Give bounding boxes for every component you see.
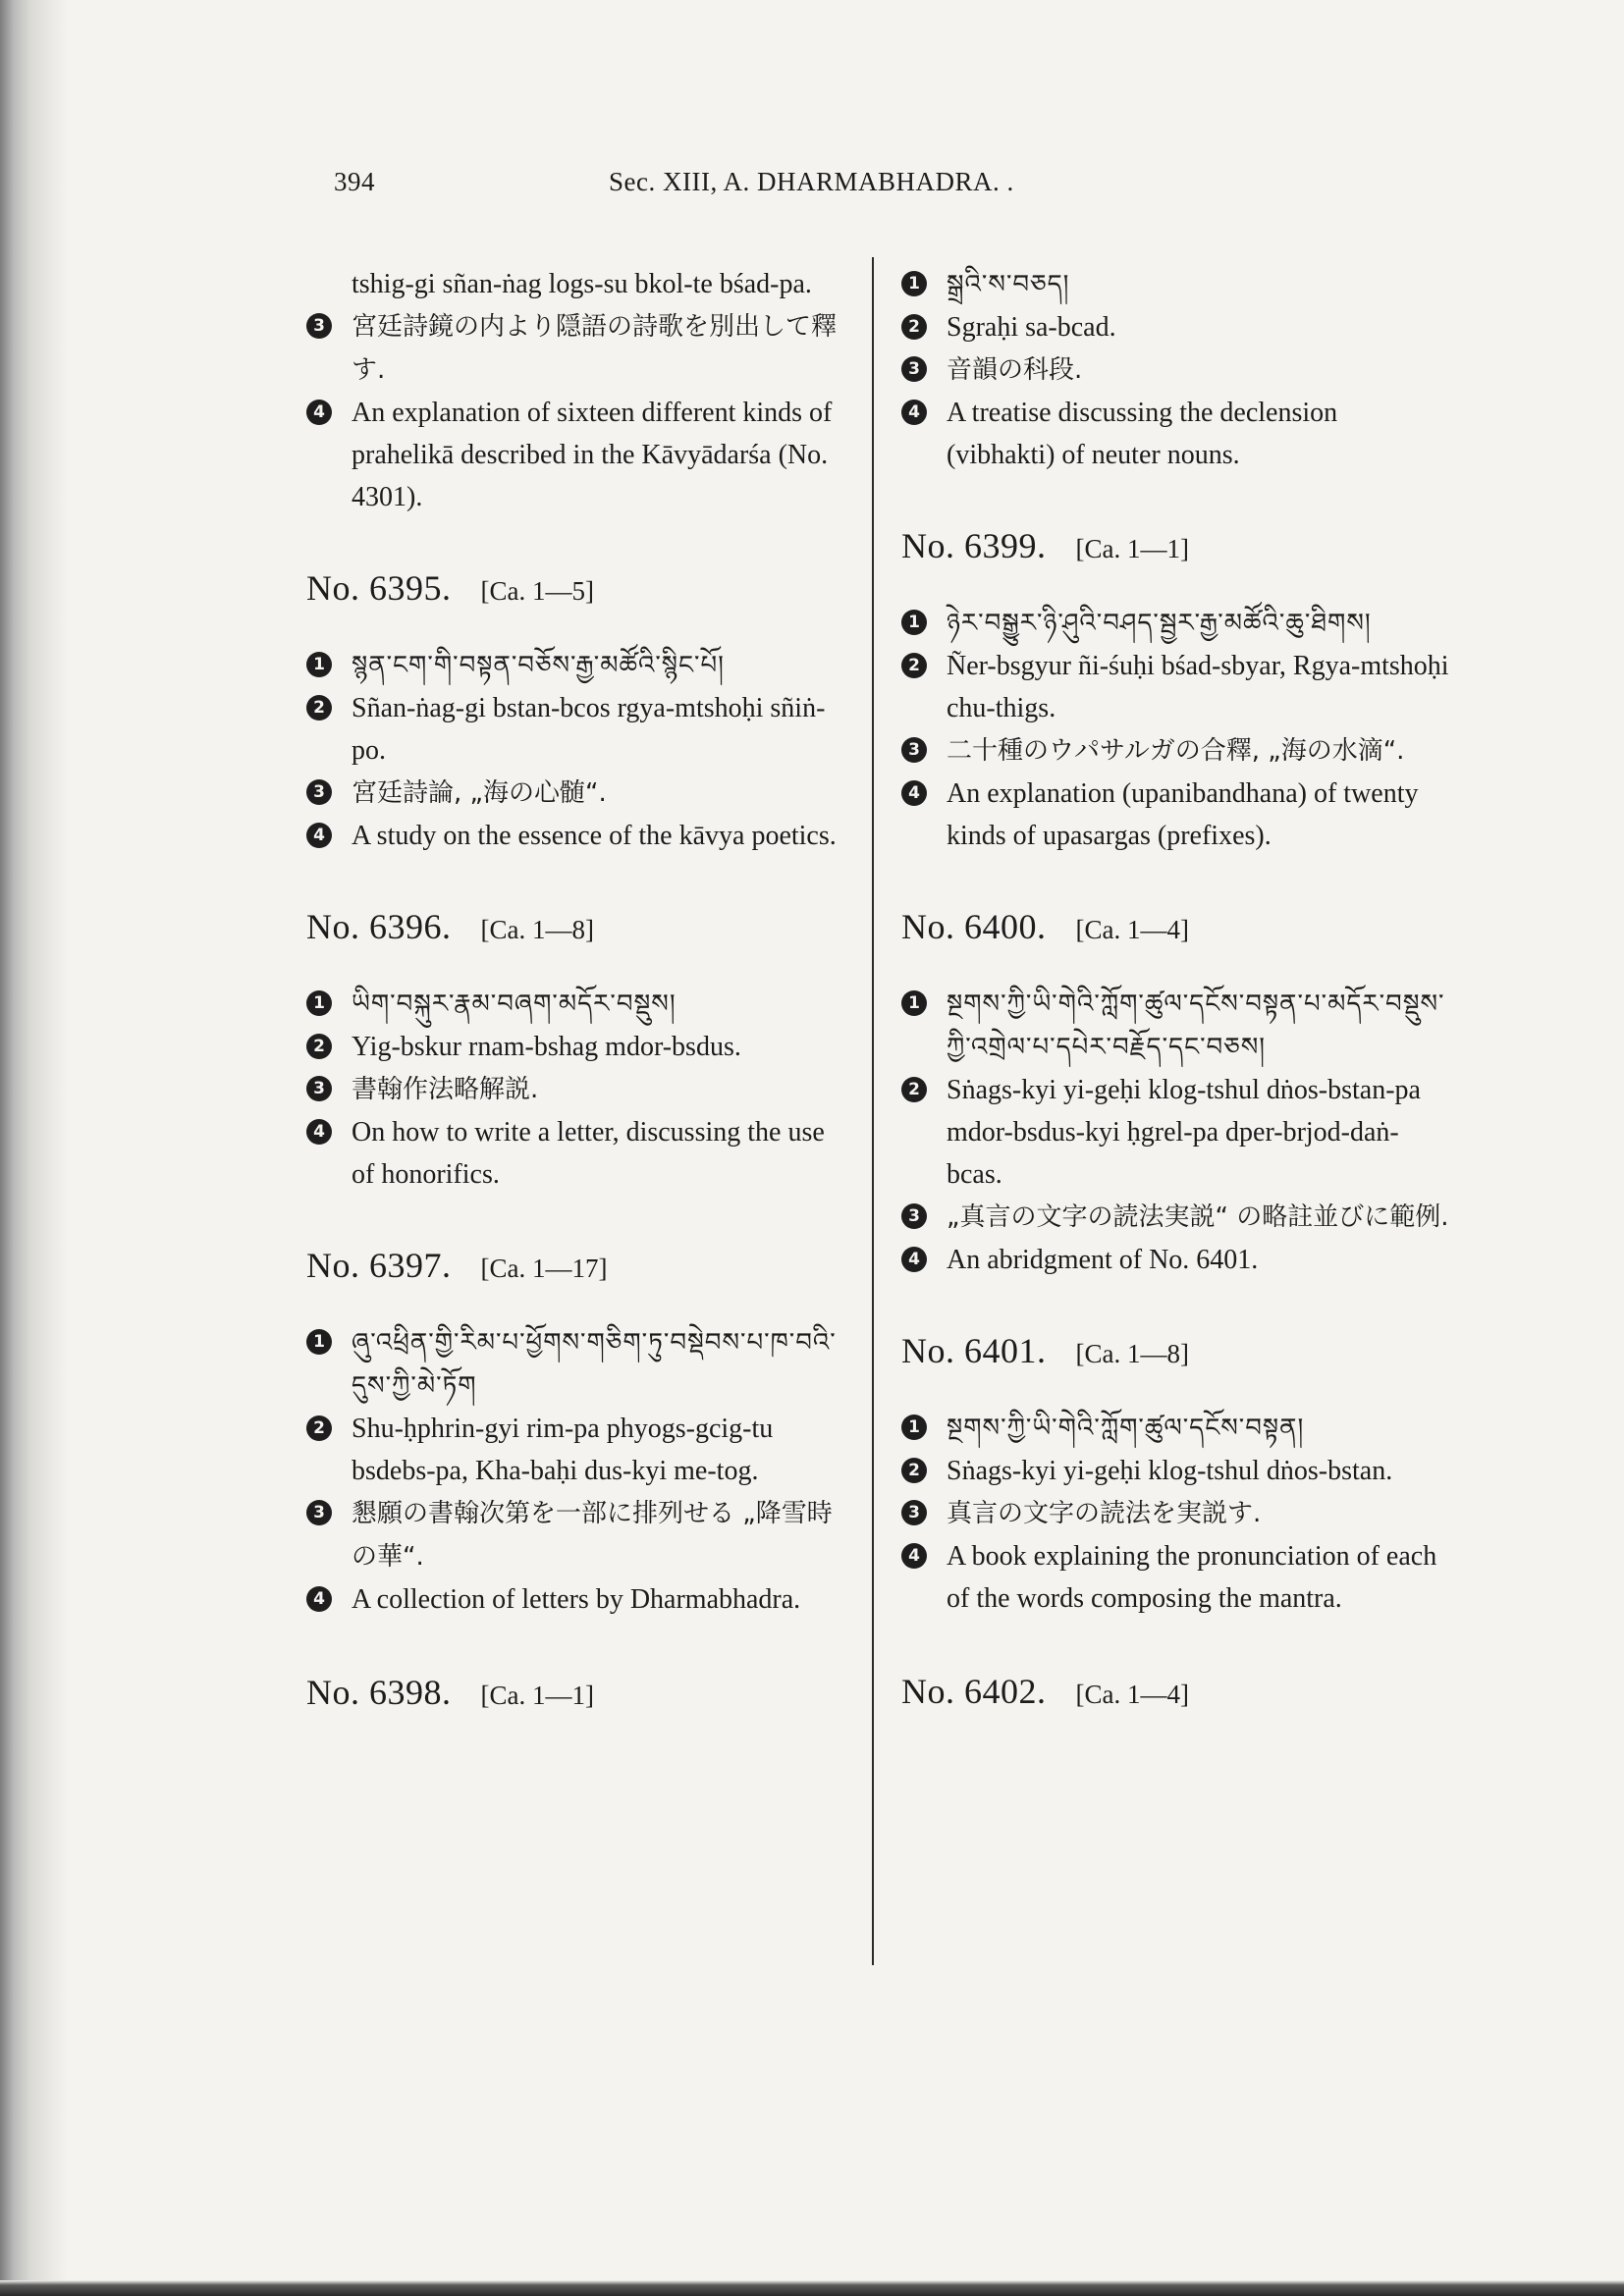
entry-number: No. 6396.: [306, 907, 452, 946]
tibetan-title: ཡིག་བསྐུར་རྣམ་བཞག་མདོར་བསྡུས།: [352, 989, 677, 1019]
entry-heading: [901, 1330, 1451, 1375]
item-marker-icon: 2: [901, 1077, 927, 1102]
entry-number: No. 6400.: [901, 907, 1047, 946]
entry-reference: [Ca. 1—1]: [1075, 534, 1189, 563]
entry-line: [306, 1578, 837, 1621]
entry-reference: [Ca. 1—5]: [480, 576, 594, 606]
entry-line: [901, 348, 1451, 392]
item-marker-icon: 4: [901, 1247, 927, 1272]
english-text: Sgraḥi sa-bcad.: [947, 312, 1116, 343]
entry-line: [901, 1535, 1451, 1620]
japanese-title: 二十種のウパサルガの合釋, „海の水滴“.: [947, 736, 1405, 766]
entry-line: [901, 773, 1451, 857]
item-marker-icon: 2: [306, 1415, 332, 1441]
tibetan-title: སྙན་ངག་གི་བསྟན་བཅོས་རྒྱ་མཚོའི་སྙིང་པོ།: [352, 651, 725, 680]
catalogue-entry: [306, 983, 837, 1196]
page-edge: [0, 0, 69, 2296]
entry-heading: [306, 906, 837, 951]
item-marker-icon: 2: [901, 1458, 927, 1483]
japanese-title: 真言の文字の読法を実説す.: [947, 1499, 1262, 1528]
entry-line: [901, 1069, 1451, 1196]
item-marker-icon: 4: [901, 1543, 927, 1569]
entry-heading: [901, 1671, 1451, 1716]
entry-number: No. 6399.: [901, 526, 1047, 565]
english-text: Ñer-bsgyur ñi-śuḥi bśad-sbyar, Rgya-mtshoḥi chu-thigs.: [947, 651, 1449, 723]
entry-line: [901, 263, 1451, 306]
entry-line: [306, 1492, 837, 1578]
tibetan-title: སྔགས་ཀྱི་ཡི་གེའི་ཀློག་ཚུལ་དངོས་བསྟན།: [947, 1414, 1305, 1443]
item-marker-icon: 3: [901, 1500, 927, 1525]
tibetan-title: ཞུ་འཕྲིན་གྱི་རིམ་པ་ཕྱོགས་གཅིག་ཏུ་བསྡེབས་པ་ཁ་བའི་དུས་ཀྱི་མེ་ཏོག: [352, 1328, 837, 1401]
item-marker-icon: 1: [901, 610, 927, 635]
catalogue-entry: [901, 983, 1451, 1281]
page-number: 394: [334, 167, 375, 196]
entry-line: [306, 644, 837, 687]
entry-line: [901, 306, 1451, 348]
entry-number: No. 6395.: [306, 568, 452, 608]
entry-reference: [Ca. 1—4]: [1075, 915, 1189, 944]
continued-entry: [306, 263, 837, 518]
tibetan-title: ཉེར་བསྒྱུར་ཉི་ཤུའི་བཤད་སྦྱར་རྒྱ་མཚོའི་ཆུ་ཐིགས།: [947, 609, 1372, 638]
english-text: On how to write a letter, discussing the use of honorifics.: [352, 1117, 825, 1190]
entry-line: [306, 1026, 837, 1068]
entry-line: [901, 729, 1451, 773]
item-marker-icon: 3: [901, 737, 927, 763]
entry-line: [901, 645, 1451, 729]
item-marker-icon: 4: [306, 1119, 332, 1145]
entry-line: [306, 687, 837, 772]
catalogue-entry: [901, 1407, 1451, 1620]
japanese-title: „真言の文字の読法実説“ の略註並びに範例.: [947, 1202, 1449, 1232]
english-text: Yig-bskur rnam-bshag mdor-bsdus.: [352, 1032, 741, 1062]
entry-number: No. 6398.: [306, 1673, 452, 1712]
item-marker-icon: 3: [901, 356, 927, 382]
entry-line: [306, 392, 837, 518]
entry-line: [901, 1492, 1451, 1535]
entry-heading: [901, 906, 1451, 951]
entry-line: [306, 1111, 837, 1196]
entry-heading: [306, 567, 837, 613]
page-bottom-edge: [0, 2280, 1624, 2296]
item-marker-icon: 3: [306, 1500, 332, 1525]
item-marker-icon: 2: [306, 1034, 332, 1059]
english-text: An abridgment of No. 6401.: [947, 1245, 1259, 1275]
entry-reference: [Ca. 1—4]: [1075, 1680, 1189, 1709]
item-marker-icon: 4: [901, 400, 927, 425]
tibetan-title: སྔགས་ཀྱི་ཡི་གེའི་ཀློག་ཚུལ་དངོས་བསྟན་པ་མདོར་བསྡུས་ཀྱི་འགྲེལ་པ་དཔེར་བརྗོད་དང་བཅས།: [947, 989, 1445, 1062]
item-marker-icon: 4: [306, 1586, 332, 1612]
english-text: Sṅags-kyi yi-geḥi klog-tshul dṅos-bstan.: [947, 1456, 1393, 1486]
item-marker-icon: 4: [306, 400, 332, 425]
japanese-title: 書翰作法略解説.: [352, 1075, 539, 1104]
entry-line: [901, 1407, 1451, 1450]
item-marker-icon: 1: [306, 1329, 332, 1355]
entry-line: [901, 1450, 1451, 1492]
entry-number: No. 6402.: [901, 1672, 1047, 1711]
item-marker-icon: 1: [306, 652, 332, 677]
right-column: [901, 263, 1451, 1747]
entry-line: [306, 1068, 837, 1111]
entry-heading: [306, 1245, 837, 1290]
catalogue-entry: [306, 644, 837, 857]
item-marker-icon: 1: [901, 271, 927, 296]
entry-line: [901, 392, 1451, 476]
japanese-title: 宮廷詩鏡の内より隠語の詩歌を別出して釋す.: [352, 312, 838, 385]
item-marker-icon: 1: [306, 990, 332, 1016]
entry-line: [306, 983, 837, 1026]
english-text: Sṅags-kyi yi-geḥi klog-tshul dṅos-bstan-pa mdor-bsdus-kyi ḥgrel-pa dper-brjod-daṅ-bcas.: [947, 1075, 1421, 1190]
entry-line: [306, 772, 837, 815]
entry-heading: [306, 1672, 837, 1717]
column-divider: [872, 257, 874, 1965]
running-header: [334, 167, 1492, 206]
english-text: An explanation (upanibandhana) of twenty kinds of upasargas (prefixes).: [947, 778, 1419, 851]
catalogue-entry: [306, 1321, 837, 1621]
item-marker-icon: 3: [901, 1203, 927, 1229]
item-marker-icon: 1: [901, 1415, 927, 1440]
running-title: Sec. XIII, A. DHARMABHADRA. .: [609, 167, 1014, 196]
english-text: An explanation of sixteen different kinds of prahelikā described in the Kāvyādarśa (No. 4301).: [352, 398, 833, 512]
entry-heading: [901, 525, 1451, 570]
entry-reference: [Ca. 1—17]: [480, 1254, 608, 1283]
entry-number: No. 6397.: [306, 1246, 452, 1285]
japanese-title: 音韻の科段.: [947, 355, 1083, 385]
item-marker-icon: 4: [306, 823, 332, 848]
english-text: A study on the essence of the kāvya poetics.: [352, 821, 837, 851]
entry-reference: [Ca. 1—8]: [480, 915, 594, 944]
english-text: Sñan-ṅag-gi bstan-bcos rgya-mtshoḥi sñiṅ-po.: [352, 693, 826, 766]
english-text: Shu-ḥphrin-gyi rim-pa phyogs-gcig-tu bsdebs-pa, Kha-baḥi dus-kyi me-tog.: [352, 1414, 774, 1486]
english-text: A collection of letters by Dharmabhadra.: [352, 1584, 801, 1615]
item-marker-icon: 2: [901, 314, 927, 340]
tibetan-title: སྒྲའི་ས་བཅད།: [947, 270, 1070, 299]
english-text: A book explaining the pronunciation of each of the words composing the mantra.: [947, 1541, 1437, 1614]
item-marker-icon: 2: [901, 653, 927, 678]
item-marker-icon: 3: [306, 779, 332, 805]
continued-entry: [901, 263, 1451, 476]
japanese-title: 宮廷詩論, „海の心髄“.: [352, 778, 607, 808]
entry-line: [901, 1196, 1451, 1239]
entry-line: [901, 1239, 1451, 1281]
english-text: A treatise discussing the declension (vibhakti) of neuter nouns.: [947, 398, 1338, 470]
entry-reference: [Ca. 1—8]: [1075, 1339, 1189, 1368]
catalogue-entry: [901, 602, 1451, 857]
entry-line: [306, 1321, 837, 1408]
entry-reference: [Ca. 1—1]: [480, 1681, 594, 1710]
item-marker-icon: 3: [306, 1076, 332, 1101]
entry-line: [306, 305, 837, 392]
entry-line: [901, 602, 1451, 645]
japanese-title: 懇願の書翰次第を一部に排列せる „降雪時の華“.: [352, 1499, 833, 1572]
english-text: tshig-gi sñan-ṅag logs-su bkol-te bśad-pa.: [352, 269, 812, 299]
entry-line: [306, 263, 837, 305]
left-column: [306, 263, 837, 1748]
item-marker-icon: 4: [901, 780, 927, 806]
entry-line: [306, 1408, 837, 1492]
item-marker-icon: 3: [306, 313, 332, 339]
entry-line: [901, 983, 1451, 1069]
item-marker-icon: 1: [901, 990, 927, 1016]
entry-number: No. 6401.: [901, 1331, 1047, 1370]
item-marker-icon: 2: [306, 695, 332, 721]
entry-line: [306, 815, 837, 857]
